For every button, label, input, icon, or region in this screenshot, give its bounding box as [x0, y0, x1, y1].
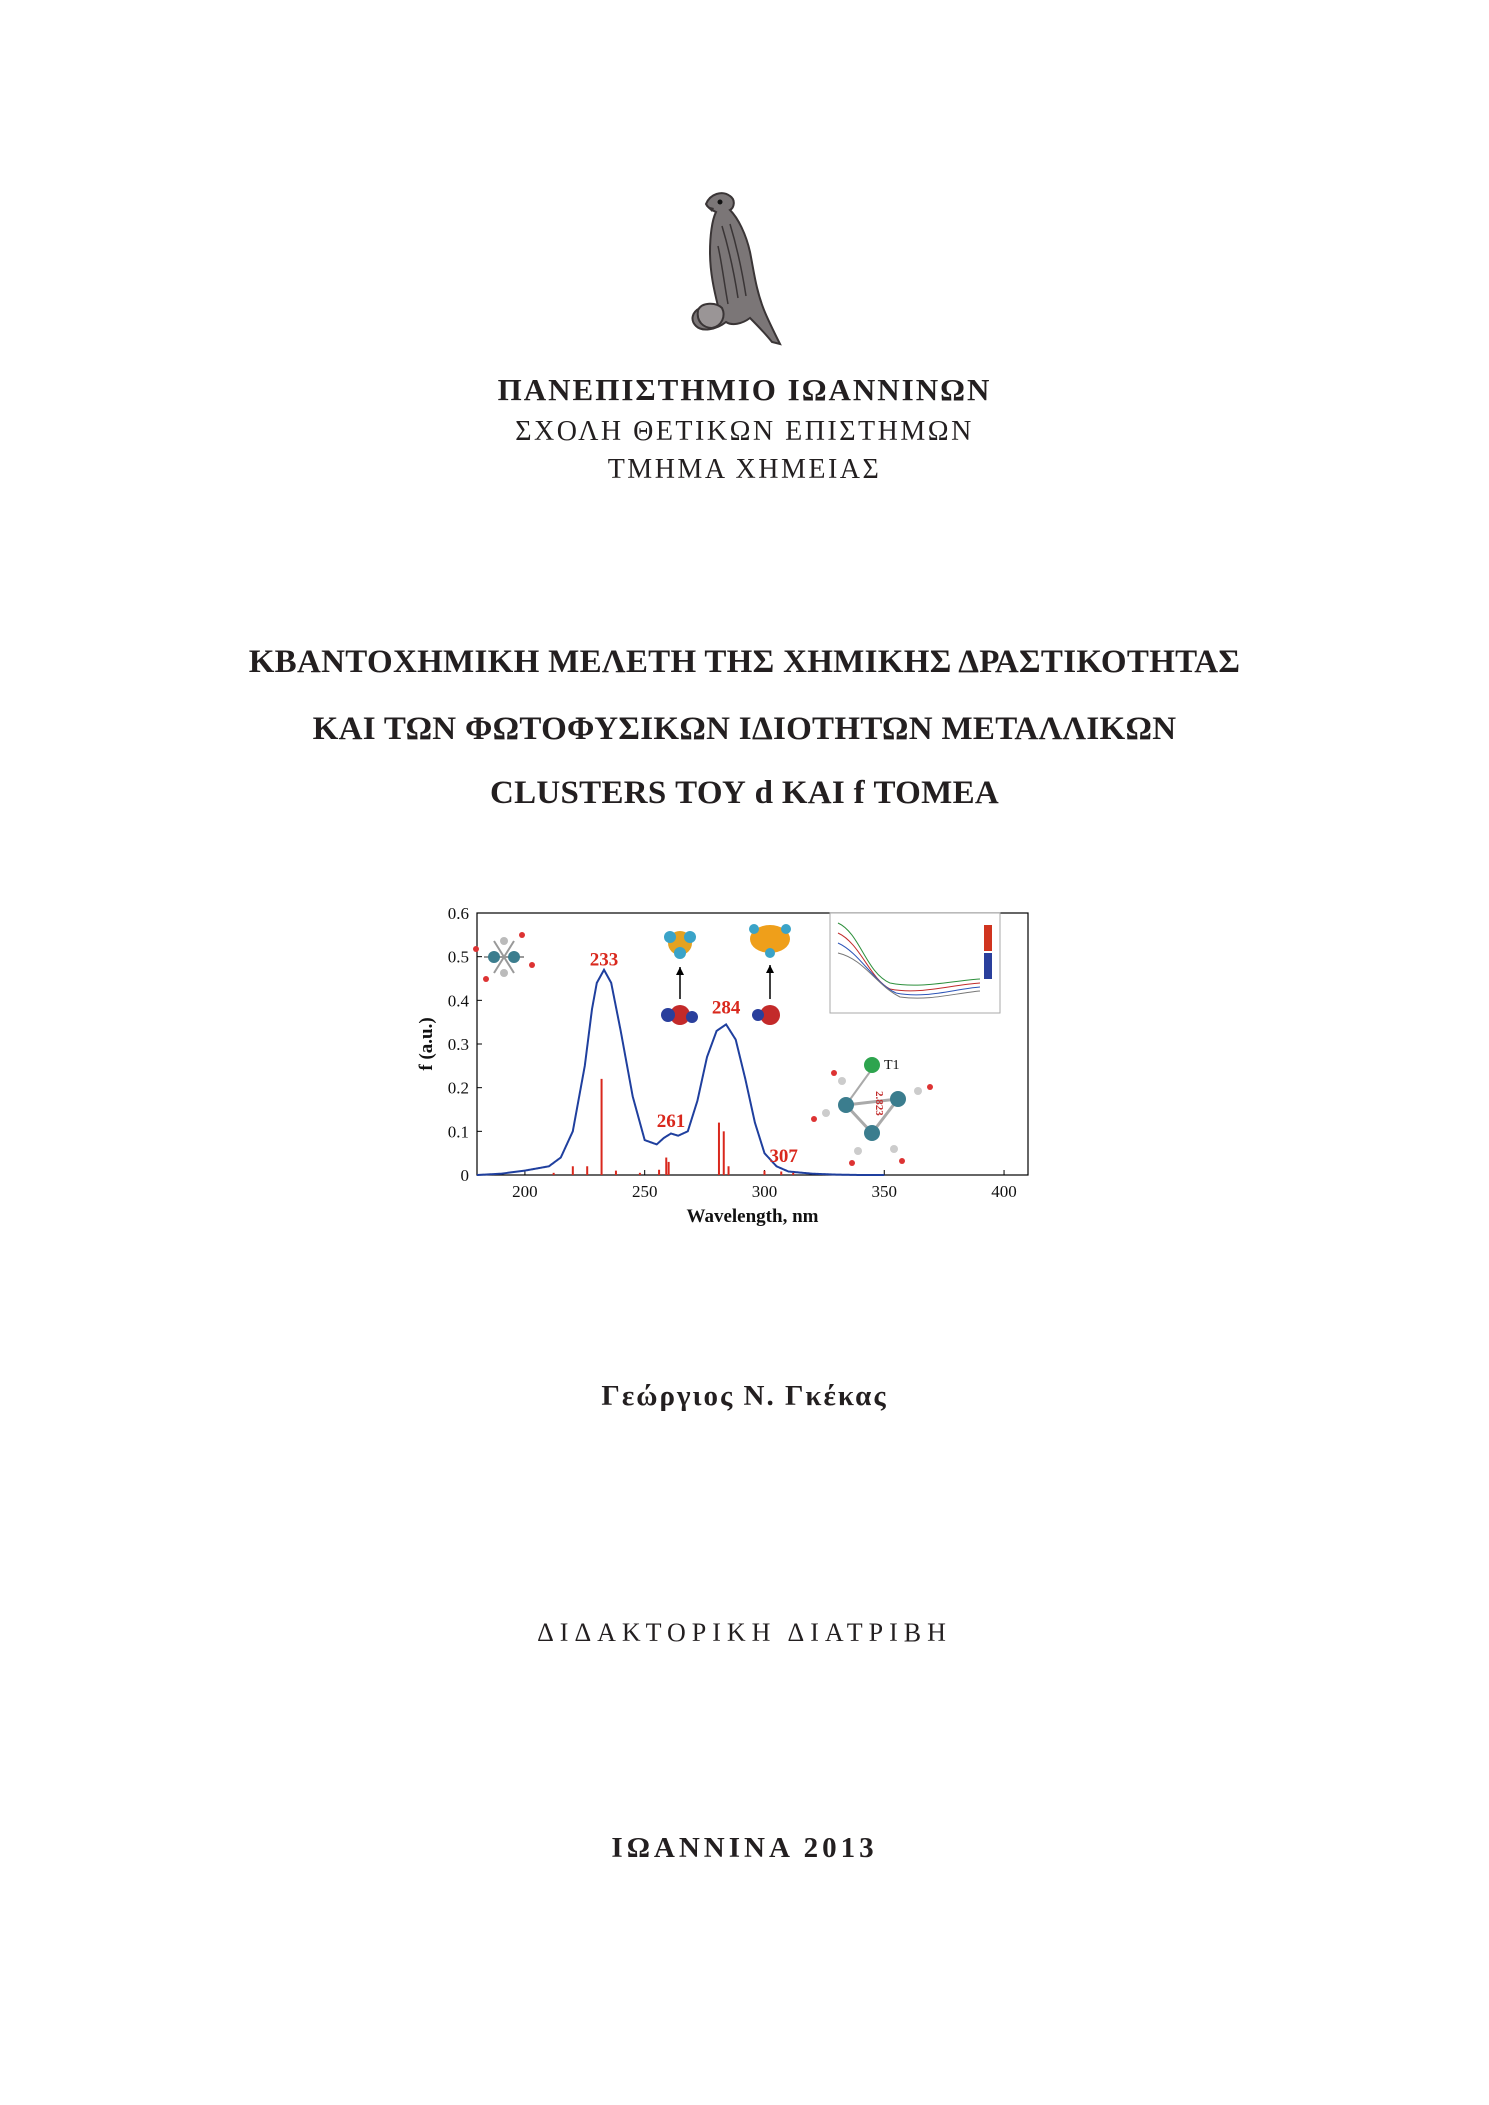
- peak-label: 261: [656, 1110, 686, 1132]
- author-name: Γεώργιος Ν. Γκέκας: [601, 1380, 888, 1412]
- place-and-year: ΙΩΑΝΝΙΝΑ 2013: [611, 1832, 878, 1864]
- absorption-curve: [477, 970, 884, 1175]
- y-tick-label: 0: [460, 1166, 469, 1185]
- peak-label: 284: [711, 997, 741, 1019]
- x-tick-label: 400: [991, 1182, 1017, 1201]
- thesis-title-line-1: ΚΒΑΝΤΟΧΗΜΙΚΗ ΜΕΛΕΤΗ ΤΗΣ ΧΗΜΙΚΗΣ ΔΡΑΣΤΙΚΟΤΗΤΑΣ: [248, 644, 1241, 680]
- y-tick-label: 0.1: [447, 1122, 469, 1142]
- spectrum-figure: [416, 904, 1060, 1245]
- school-name: ΣΧΟΛΗ ΘΕΤΙΚΩΝ ΕΠΙΣΤΗΜΩΝ: [515, 416, 974, 447]
- thesis-title-line-3: CLUSTERS ΤΟΥ d ΚΑΙ f ΤΟΜΕΑ: [489, 775, 1000, 811]
- y-tick-label: 0.6: [447, 904, 469, 923]
- y-tick-label: 0.5: [447, 947, 469, 967]
- inset-label: T1: [884, 1058, 900, 1073]
- x-tick-label: 250: [631, 1182, 658, 1201]
- university-name: ΠΑΝΕΠΙΣΤΗΜΙΟ ΙΩΑΝΝΙΝΩΝ: [497, 372, 992, 407]
- x-tick-label: 300: [751, 1182, 778, 1201]
- orbital-structure-icon: [749, 924, 791, 1025]
- inset-subplot: [830, 913, 1000, 1013]
- department-name: ΤΜΗΜΑ ΧΗΜΕΙΑΣ: [607, 454, 882, 485]
- x-tick-label: 350: [871, 1182, 898, 1201]
- orbital-structure-icon: [661, 931, 698, 1025]
- y-axis-label: f (a.u.): [416, 1017, 437, 1071]
- owl-emblem-icon: [676, 186, 786, 348]
- thesis-title-line-2: ΚΑΙ ΤΩΝ ΦΩΤΟΦΥΣΙΚΩΝ ΙΔΙΟΤΗΤΩΝ ΜΕΤΑΛΛΙΚΩΝ: [312, 711, 1177, 747]
- y-tick-label: 0.2: [447, 1078, 469, 1098]
- cluster-structure-icon: [473, 932, 535, 982]
- cluster-structure-icon: [811, 1057, 933, 1166]
- x-axis-label: Wavelength, nm: [686, 1206, 819, 1227]
- document-type: ΔΙΔΑΚΤΟΡΙΚΗ ΔΙΑΤΡΙΒΗ: [537, 1618, 952, 1647]
- y-tick-label: 0.3: [447, 1035, 469, 1054]
- y-tick-label: 0.4: [447, 991, 469, 1011]
- inset-bond-label: 2.823: [873, 1091, 885, 1116]
- x-tick-label: 200: [512, 1182, 538, 1201]
- peak-label: 307: [769, 1145, 798, 1167]
- peak-label: 233: [589, 949, 619, 971]
